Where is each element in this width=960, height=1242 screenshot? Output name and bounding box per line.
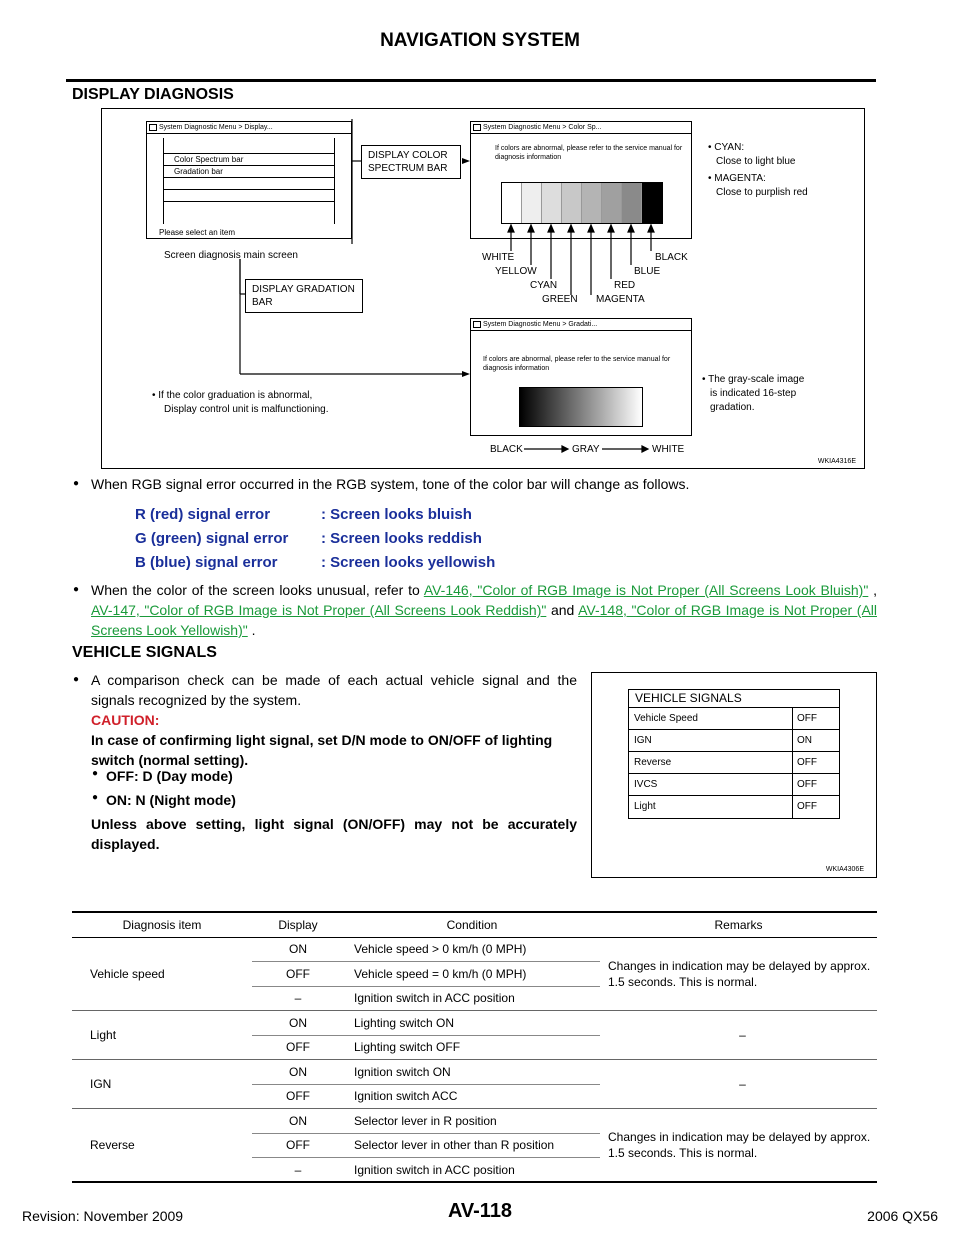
- table-row: Light ON Lighting switch ON –: [72, 1011, 877, 1036]
- table-row: Vehicle speed ON Vehicle speed > 0 km/h (0 MPH) Changes in indication may be delayed by approx. 1.5 seconds. This is normal.: [72, 937, 877, 962]
- signal-error-result: : Screen looks yellowish: [321, 554, 496, 571]
- item-reverse: Reverse: [72, 1109, 252, 1183]
- magenta-note-label: • MAGENTA:: [708, 173, 766, 184]
- vs-row-ivcs: IVCS OFF: [629, 774, 839, 796]
- signal-error-label: B (blue) signal error: [135, 554, 278, 571]
- label-magenta: MAGENTA: [596, 294, 645, 305]
- left-note-line2: Display control unit is malfunctioning.: [164, 404, 329, 415]
- grad-screen-note: If colors are abnormal, please refer to the service manual for diagnosis information: [483, 356, 671, 372]
- item-vehicle-speed: Vehicle speed: [72, 937, 252, 1011]
- grad-note-line2: is indicated 16-step: [710, 388, 797, 399]
- menu-item-gradation[interactable]: Gradation bar: [164, 166, 334, 178]
- label-cyan: CYAN: [530, 280, 558, 291]
- mode-off: ● OFF: D (Day mode): [106, 768, 233, 784]
- vs-code: WKIA4306E: [825, 866, 864, 873]
- caution-label: CAUTION:: [91, 712, 160, 728]
- color-screen-title: System Diagnostic Menu > Color Sp...: [483, 124, 602, 131]
- header-rule: [66, 79, 876, 82]
- table-row: OFF Ignition switch ACC: [72, 1084, 877, 1109]
- display-diagnosis-diagram: [101, 108, 865, 469]
- info-icon: [473, 124, 481, 131]
- label-green: GREEN: [542, 294, 578, 305]
- unless-text: Unless above setting, light signal (ON/OFF) may not be accurately displayed.: [91, 816, 577, 852]
- table-row: IGN ON Ignition switch ON –: [72, 1060, 877, 1085]
- bar-white: [502, 183, 522, 223]
- main-screen-title: System Diagnostic Menu > Display...: [159, 124, 273, 131]
- label-blue: BLUE: [634, 266, 661, 277]
- col-condition: Condition: [344, 912, 600, 937]
- bar-green: [562, 183, 582, 223]
- footer-revision: Revision: November 2009: [22, 1208, 184, 1224]
- main-screen-caption: Screen diagnosis main screen: [164, 250, 298, 261]
- grad-note-line1: • The gray-scale image: [702, 374, 805, 385]
- link-av-147[interactable]: AV-147, "Color of RGB Image is Not Proper (All Screens Look Reddish)": [91, 602, 547, 618]
- label-black: BLACK: [655, 252, 688, 263]
- info-icon: [473, 321, 481, 328]
- color-bars: [501, 182, 663, 224]
- remarks-light: –: [600, 1011, 877, 1060]
- item-light: Light: [72, 1011, 252, 1060]
- vs-row-reverse: Reverse OFF: [629, 752, 839, 774]
- table-row: OFF Lighting switch OFF: [72, 1035, 877, 1060]
- signal-error-label: G (green) signal error: [135, 530, 289, 547]
- grad-label-white: WHITE: [652, 444, 685, 455]
- label-yellow: YELLOW: [495, 266, 537, 277]
- mode-on: ● ON: N (Night mode): [106, 792, 236, 808]
- grad-screen-title: System Diagnostic Menu > Gradati...: [483, 321, 598, 328]
- vs-row-vehicle-speed: Vehicle Speed OFF: [629, 708, 839, 730]
- menu-item-color-spectrum[interactable]: Color Spectrum bar: [164, 154, 334, 166]
- vehicle-signals-title: VEHICLE SIGNALS: [72, 644, 217, 661]
- page-header-title: NAVIGATION SYSTEM: [380, 30, 580, 51]
- bar-black: [642, 183, 662, 223]
- remarks-vehicle-speed: Changes in indication may be delayed by approx. 1.5 seconds. This is normal.: [600, 937, 877, 1011]
- caution-text: In case of confirming light signal, set D/N mode to ON/OFF of lighting switch (normal setting).: [91, 732, 553, 768]
- table-row: – Ignition switch in ACC position: [72, 986, 877, 1011]
- display-diagnosis-title: DISPLAY DIAGNOSIS: [72, 86, 234, 103]
- cyan-note-label: • CYAN:: [708, 142, 745, 153]
- color-screen-note: If colors are abnormal, please refer to the service manual for diagnosis information: [495, 145, 683, 161]
- table-row: – Ignition switch in ACC position: [72, 1158, 877, 1183]
- left-note-line1: • If the color graduation is abnormal,: [152, 390, 313, 401]
- item-ign: IGN: [72, 1060, 252, 1109]
- diagnosis-table: [72, 911, 877, 1183]
- table-row: OFF Vehicle speed = 0 km/h (0 MPH): [72, 962, 877, 987]
- unusual-color-text: When the color of the screen looks unusual, refer to: [91, 582, 420, 598]
- bar-blue: [622, 183, 642, 223]
- col-remarks: Remarks: [600, 912, 877, 937]
- grad-label-gray: GRAY: [572, 444, 600, 455]
- signal-error-result: : Screen looks reddish: [321, 530, 482, 547]
- grad-label-black: BLACK: [490, 444, 523, 455]
- link-av-148[interactable]: AV-148, "Color of RGB Image is Not Proper (All Screens Look Yellowish)": [91, 602, 877, 638]
- gradation-screen: [470, 318, 692, 436]
- remarks-ign: –: [600, 1060, 877, 1109]
- comparison-bullet: ● A comparison check can be made of each actual vehicle signal and the signals recognized by the system.: [91, 670, 577, 710]
- label-white: WHITE: [482, 252, 515, 263]
- label-display-color-spectrum: DISPLAY COLOR SPECTRUM BAR: [361, 145, 461, 179]
- footer-model: 2006 QX56: [867, 1208, 938, 1224]
- footer-page-number: AV-118: [447, 1200, 513, 1222]
- col-diagnosis-item: Diagnosis item: [72, 912, 252, 937]
- cyan-note-text: Close to light blue: [716, 156, 796, 167]
- table-row: Reverse ON Selector lever in R position Changes in indication may be delayed by approx. 1.5 seconds. This is normal.: [72, 1109, 877, 1134]
- bar-red: [602, 183, 622, 223]
- col-display: Display: [252, 912, 344, 937]
- bar-yellow: [522, 183, 542, 223]
- signal-error-label: R (red) signal error: [135, 506, 271, 523]
- vs-row-ign: IGN ON: [629, 730, 839, 752]
- vs-screen-title: VEHICLE SIGNALS: [628, 689, 840, 707]
- grad-note-line3: gradation.: [710, 402, 755, 413]
- table-header-row: [72, 912, 877, 937]
- unusual-color-bullet: ● When the color of the screen looks unusual, refer to AV-146, "Color of RGB Image is Not Proper (All Screens Look Bluish)" , AV-147, "Color of RGB Image is Not Proper (All Screens Look Reddish)" and AV-148, "Color of RGB Image is Not Proper (All Screens Look Yellowish)" .: [91, 580, 877, 640]
- gradation-bar: [519, 387, 643, 427]
- bar-magenta: [582, 183, 602, 223]
- link-av-146[interactable]: AV-146, "Color of RGB Image is Not Proper (All Screens Look Bluish)": [423, 582, 869, 598]
- main-screen-footer: Please select an item: [159, 228, 236, 237]
- bar-cyan: [542, 183, 562, 223]
- diagram-code: WKIA4316E: [817, 458, 856, 465]
- label-red: RED: [614, 280, 636, 291]
- vs-signal-table: [628, 707, 840, 819]
- vs-row-light: Light OFF: [629, 796, 839, 818]
- table-row: OFF Selector lever in other than R position: [72, 1133, 877, 1158]
- remarks-reverse: Changes in indication may be delayed by approx. 1.5 seconds. This is normal.: [600, 1109, 877, 1183]
- magenta-note-text: Close to purplish red: [716, 187, 808, 198]
- rgb-error-bullet: ● When RGB signal error occurred in the RGB system, tone of the color bar will change as follows.: [91, 474, 871, 494]
- signal-error-result: : Screen looks bluish: [321, 506, 472, 523]
- vehicle-signals-screen: [591, 672, 877, 878]
- label-display-gradation: DISPLAY GRADATION BAR: [245, 279, 363, 313]
